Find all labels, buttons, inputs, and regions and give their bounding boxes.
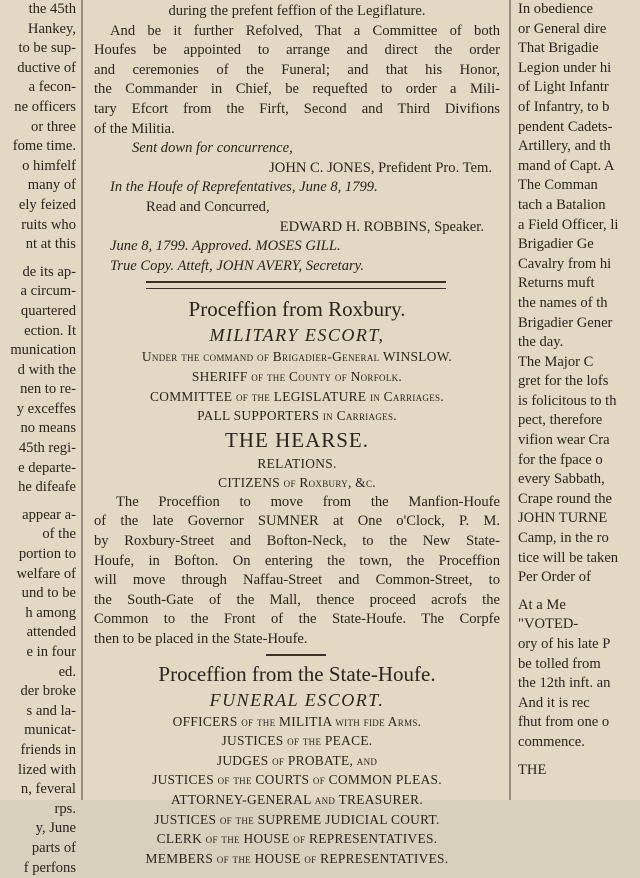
right-column-line: Artillery, and th: [518, 138, 611, 155]
right-column-line: commence.: [518, 733, 585, 750]
top-lines: [86, 2, 506, 22]
resolve-paragraph: [86, 22, 506, 140]
left-column-line: a fecon-: [28, 79, 76, 96]
left-column-line: the 45th: [28, 1, 76, 17]
resolve-line: And be it further Refolved, That a Committee of both: [110, 22, 500, 39]
route-line: Houfe, in Bofton. On entering the town, the Proceffion: [94, 552, 500, 569]
column-rule-left: [81, 0, 83, 800]
roxbury-list-line: PALL SUPPORTERS in Carriages.: [197, 408, 397, 424]
right-column-line: The Major C: [518, 353, 594, 370]
left-column-line: nen to re-: [20, 381, 76, 398]
right-column-line: is folicitous to th: [518, 392, 617, 409]
roxbury-procession-title: Proceffion from Roxbury.: [188, 297, 406, 322]
left-column-line: municat-: [24, 722, 76, 739]
hearse-heading: THE HEARSE.: [225, 427, 369, 452]
left-column-line: ruits who: [21, 216, 76, 233]
left-column-line: der broke: [20, 683, 76, 700]
resolve-line: and ceremonies of the Funeral; and that his Honor,: [94, 61, 500, 78]
left-column-line: rps.: [54, 800, 76, 817]
left-column-line: y exceffes: [16, 400, 76, 417]
left-column-line: he difeafe: [18, 479, 76, 496]
right-column-line: a Field Officer, li: [518, 216, 619, 233]
true-copy-line: True Copy. Atteft, JOHN AVERY, Secretary.: [110, 257, 364, 274]
right-column-line: [513, 588, 640, 596]
right-column-line: of Light Infantr: [518, 79, 609, 96]
right-column-line: That Brigadie: [518, 40, 599, 57]
right-column-line: ory of his late P: [518, 636, 611, 652]
right-column-line: JOHN TURNE: [518, 510, 608, 527]
right-column-line: the day.: [518, 334, 564, 351]
sent-down-line: Sent down for concurrence,: [132, 140, 293, 157]
left-column-line: many of: [27, 177, 76, 194]
left-column-line: d with the: [17, 361, 76, 378]
right-column-line: vifion wear Cra: [518, 432, 610, 449]
left-column-line: [0, 255, 78, 263]
roxbury-procession-list: [86, 347, 506, 425]
route-line: of the late Governor SUMNER at One o'Clock, P. M.: [94, 513, 500, 530]
left-column: [0, 0, 78, 876]
left-column-line: nt at this: [25, 236, 76, 253]
left-column-line: appear a-: [22, 506, 76, 523]
right-column-line: tach a Batalion: [518, 196, 606, 213]
left-column-line: e departe-: [18, 459, 76, 476]
route-line: by Roxbury-Street and Bofton-Neck, to the New State-: [94, 533, 500, 550]
right-column-line: fhut from one o: [518, 714, 610, 731]
right-column-line: And it is rec: [518, 694, 590, 711]
approved-line: June 8, 1799. Approved. MOSES GILL.: [110, 238, 341, 255]
section-divider: [146, 281, 446, 289]
right-column-line: The Comman: [518, 177, 598, 194]
statehouse-list-line: JUSTICES of the SUPREME JUDICIAL COURT.: [154, 811, 440, 827]
statehouse-procession-list: [86, 712, 506, 869]
left-column-line: f perfons: [23, 859, 76, 876]
right-column-line: [513, 753, 640, 761]
left-column-line: to be sup-: [18, 40, 76, 57]
left-column-line: parts of: [31, 839, 76, 856]
left-column-line: ductive of: [17, 59, 76, 76]
left-column-line: n, feveral: [20, 781, 76, 798]
left-column-line: ne officers: [14, 98, 76, 115]
right-column-line: Cavalry from hi: [518, 255, 612, 272]
column-rule-right: [509, 0, 511, 800]
right-column-line: or General dire: [518, 20, 607, 37]
left-column-line: or three: [31, 118, 76, 135]
left-column-line: ed.: [58, 663, 76, 680]
house-date-line: In the Houfe of Reprefentatives, June 8, 1799.: [110, 179, 378, 196]
statehouse-list-line: MEMBERS of the HOUSE of REPRESENTATIVES.: [145, 850, 449, 866]
right-column-line: be tolled from: [518, 655, 601, 672]
right-column-line: the names of th: [518, 294, 608, 311]
left-column-line: fome time.: [12, 138, 76, 155]
right-column-line: every Sabbath,: [518, 471, 605, 488]
right-column-line: Camp, in the ro: [518, 530, 609, 547]
left-column-line: attended: [26, 624, 76, 641]
left-column-line: s and la-: [26, 702, 76, 719]
left-column-line: y, June: [35, 820, 76, 837]
right-column-line: Brigadier Ge: [518, 236, 594, 253]
robbins-signature: EDWARD H. ROBBINS, Speaker.: [279, 218, 484, 235]
right-column-line: of Infantry, to b: [518, 98, 610, 115]
route-line: will move through Naffau-Street and Common-Street, to: [94, 572, 500, 589]
left-column-line: munication: [10, 342, 76, 359]
resolve-line: of the Militia.: [94, 120, 175, 137]
left-column-line: o himfelf: [22, 157, 76, 174]
right-column-line: Brigadier Gener: [518, 314, 613, 331]
left-column-line: und to be: [21, 585, 76, 602]
statehouse-list-line: ATTORNEY-GENERAL and TREASURER.: [170, 792, 424, 807]
right-column-line: Legion under hi: [518, 59, 612, 76]
route-line: Common to the Front of the State-Houfe. The Corpfe: [94, 611, 500, 628]
statehouse-list-line: JUSTICES of the PEACE.: [221, 733, 373, 749]
right-column: [513, 0, 640, 800]
left-column-line: Hankey,: [27, 20, 76, 37]
right-column-line: Returns muft: [518, 275, 595, 292]
right-column-line: THE: [518, 761, 547, 778]
resolve-line: the Commander in Chief, be requefted to order a Mili-: [94, 81, 500, 98]
roxbury-list-line: COMMITTEE of the LEGISLATURE in Carriages.: [150, 388, 444, 404]
right-column-line: pendent Cadets-: [518, 118, 613, 135]
right-column-line: mand of Capt. A: [518, 157, 615, 174]
route-line: the South-Gate of the Mall, thence proceed acrofs the: [94, 591, 500, 608]
citizens-line: CITIZENS of Roxbury, &c.: [218, 475, 376, 491]
center-column: [86, 0, 506, 866]
left-column-line: 45th regi-: [18, 440, 76, 457]
relations-line: RELATIONS.: [257, 455, 337, 471]
left-column-line: ection. It: [24, 322, 76, 339]
roxbury-list-line: SHERIFF of the County of Norfolk.: [191, 368, 403, 384]
procession-route-paragraph: [86, 493, 506, 650]
statehouse-list-line: JUDGES of PROBATE, and: [216, 752, 378, 768]
left-column-line: e in four: [26, 644, 76, 660]
left-column-line: ely feized: [18, 196, 76, 213]
left-column-line: quartered: [20, 302, 76, 319]
statehouse-list-line: CLERK of the HOUSE of REPRESENTATIVES.: [156, 831, 438, 847]
right-column-line: pect, therefore: [518, 412, 603, 429]
resolve-line: Houfes be appointed to arrange and direct the order: [94, 42, 500, 59]
funeral-escort-heading: FUNERAL ESCORT.: [209, 689, 385, 710]
left-column-line: [0, 498, 78, 506]
right-column-line: gret for the lofs: [518, 373, 609, 390]
left-column-line: no means: [20, 420, 76, 437]
statehouse-procession-title: Proceffion from the State-Houfe.: [158, 661, 436, 686]
right-column-line: At a Me: [518, 596, 566, 613]
left-column-line: friends in: [20, 741, 76, 758]
left-column-line: welfare of: [16, 565, 76, 582]
left-column-line: h among: [25, 604, 76, 621]
jones-signature: JOHN C. JONES, Prefident Pro. Tem.: [269, 159, 492, 176]
roxbury-list-line: Under the command of Brigadier-General WINSLOW.: [141, 349, 453, 365]
left-column-line: portion to: [18, 546, 76, 563]
right-column-line: tice will be taken: [518, 549, 619, 566]
left-column-line: lized with: [18, 761, 76, 778]
route-line: then to be placed in the State-Houfe.: [94, 631, 308, 648]
short-divider: [266, 654, 326, 656]
right-column-line: for the fpace o: [518, 451, 603, 468]
right-column-line: In obedience: [518, 1, 593, 17]
left-column-line: de its ap-: [22, 263, 76, 280]
right-column-line: Per Order of: [518, 569, 591, 586]
top-line: during the prefent feffion of the Legiflature.: [168, 3, 426, 19]
right-column-line: Crape round the: [518, 490, 613, 507]
resolve-line: tary Efcort from the Firft, Second and Third Divifions: [94, 100, 500, 117]
military-escort-heading: MILITARY ESCORT,: [209, 325, 385, 346]
statehouse-list-line: JUSTICES of the COURTS of COMMON PLEAS.: [152, 772, 442, 788]
right-column-line: the 12th inft. an: [518, 675, 611, 692]
route-line: The Proceffion to move from the Manfion-Houfe: [116, 493, 500, 510]
statehouse-list-line: OFFICERS of the MILITIA with fide Arms.: [172, 713, 422, 729]
right-column-line: "VOTED-: [518, 616, 579, 633]
read-concurred-line: Read and Concurred,: [146, 198, 270, 215]
left-column-line: of the: [42, 526, 76, 543]
left-column-line: a circum-: [20, 283, 76, 300]
